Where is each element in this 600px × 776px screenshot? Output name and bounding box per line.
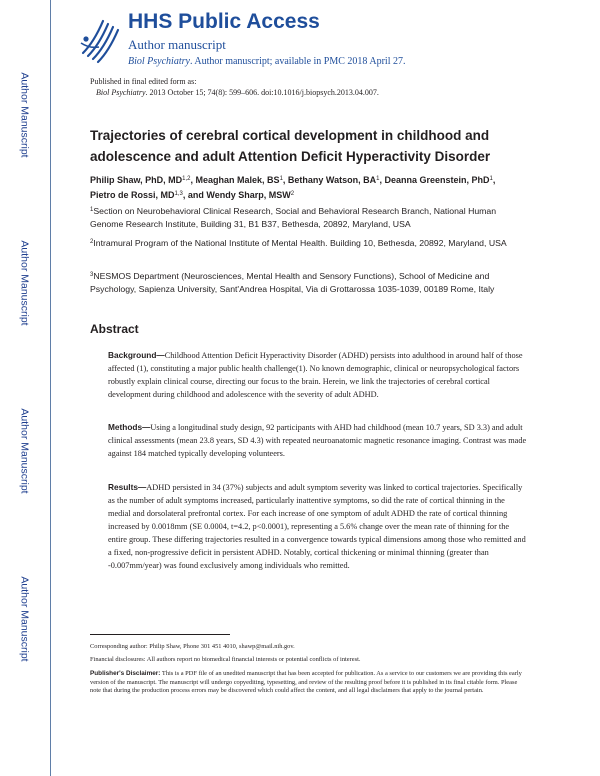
author: Meaghan Malek, $BS^1$,: [195, 175, 288, 185]
hhs-eagle-logo-icon: [77, 13, 121, 65]
author: Philip Shaw, PhD, MD$^{1,2}$,: [90, 175, 196, 185]
availability-text: . Author manuscript; available in PMC 2018 April 27.: [189, 56, 406, 67]
banner-subtitle: Author manuscript: [128, 37, 226, 52]
citation-line: [90, 87, 379, 98]
sidebar-label: Author Manuscript: [19, 240, 31, 326]
citation-journal: Biol Psychiatry: [96, 88, 146, 97]
abstract-methods: Methods—Using a longitudinal study design, 92 participants with AHD had childhood (mean 10.7 years, SD 3.3) and adult clinical assessments (mean 23.8 years, SD 4.3) with repeated neuroanatomic magnetic resonance imaging. Contrast was made against 184 matched typically developing volunteers.: [108, 422, 527, 458]
author-list: [90, 173, 520, 203]
citation-details: . 2013 October 15; 74(8): 599–606. doi:10.1016/j.biopsych.2013.04.007.: [145, 88, 379, 97]
publisher-disclaimer: Publisher's Disclaimer: This is a PDF file of an unedited manuscript that has been accepted for publication. As a service to our customers we are providing this early version of the manuscript. The manuscript will undergo copyediting, typesetting, and review of the resulting proof before it is published in its final citable form. Please note that during the production process errors may be discovered which could affect the content, and all legal disclaimers that apply to the journal pertain.: [90, 670, 522, 694]
published-in-line: Published in final edited form as:: [90, 77, 197, 86]
footnote-divider: [90, 634, 230, 635]
banner-title: HHS Public Access: [128, 10, 320, 33]
author: Pietro de Rossi, MD$^{1,3}$, and: [90, 190, 207, 200]
journal-name: Biol Psychiatry: [128, 56, 190, 67]
manuscript-sidebar: [0, 0, 51, 776]
abstract-heading: Abstract: [90, 322, 139, 336]
financial-disclosures: Financial disclosures: All authors report no biomedical financial interests or potential conflicts of interest.: [90, 656, 361, 663]
affiliation: $^3$NESMOS Department (Neurosciences, Mental Health and Sensory Functions), School of Medicine and Psychology, Sapienza University, Sant'Andrea Hospital, Via di Grottarossa 1035-1039, 00189 Rome, Italy: [90, 271, 495, 294]
affiliation: $^1$Section on Neurobehavioral Clinical Research, Social and Behavioral Research Branch, National Human Genome Research Institute, Building 31, B1 B37, Bethesda, 20892, Maryland, USA: [90, 206, 497, 229]
affiliation: $^2$Intramural Program of the National Institute of Mental Health. Building 10, Bethesda, 20892, Maryland, USA: [90, 238, 507, 248]
author: Deanna Greenstein, PhD$^1$,: [384, 175, 496, 185]
abstract-results: Results—ADHD persisted in 34 (37%) subjects and adult symptom severity was linked to cortical trajectories. Specifically as the number of adult symptoms increased, particularly inattentive symptoms, so did the rate of cortical thinning in the medial and dorsolateral prefrontal cortex. For each increase of one symptom of adult ADHD the rate of cortical thinning increased by 0.0018mm (SE 0.0004, t=4.2, p<0.0001), representing a 5.6% change over the mean rate of thinning for the entire group. These differing trajectories resulted in a convergence towards typical dimensions among those who remitted and a fixed, non-progressive deficit in persistent ADHD. Notably, cortical thickening or minimal thinning (greater than -0.007mm/year) was found exclusively among individuals who remitted.: [108, 482, 526, 570]
publication-info: [90, 76, 379, 98]
paper-title: Trajectories of cerebral cortical development in childhood and adolescence and adult Attention Deficit Hyperactivity Disorder: [90, 128, 491, 164]
author: Wendy Sharp, MSW$^2$: [206, 190, 295, 200]
banner-availability: [128, 56, 405, 67]
sidebar-label: Author Manuscript: [19, 576, 31, 662]
sidebar-label: Author Manuscript: [19, 408, 31, 494]
corresponding-author: Corresponding author: Philip Shaw, Phone 301 451 4010, shawp@mail.nih.gov.: [90, 643, 295, 650]
author: Bethany Watson, $BA^1$,: [287, 175, 385, 185]
sidebar-label: Author Manuscript: [19, 72, 31, 158]
abstract-background: Background—Childhood Attention Deficit Hyperactivity Disorder (ADHD) persists into adulthood in around half of those affected (1), constituting a major public health challenge(1). No known demographic, clinical or neuropsychological factors robustly explain clinical course, directing our focus to the brain. Herein, we link the trajectories of cerebral cortical development during childhood and adolescence with the severity of adult ADHD.: [108, 350, 523, 399]
